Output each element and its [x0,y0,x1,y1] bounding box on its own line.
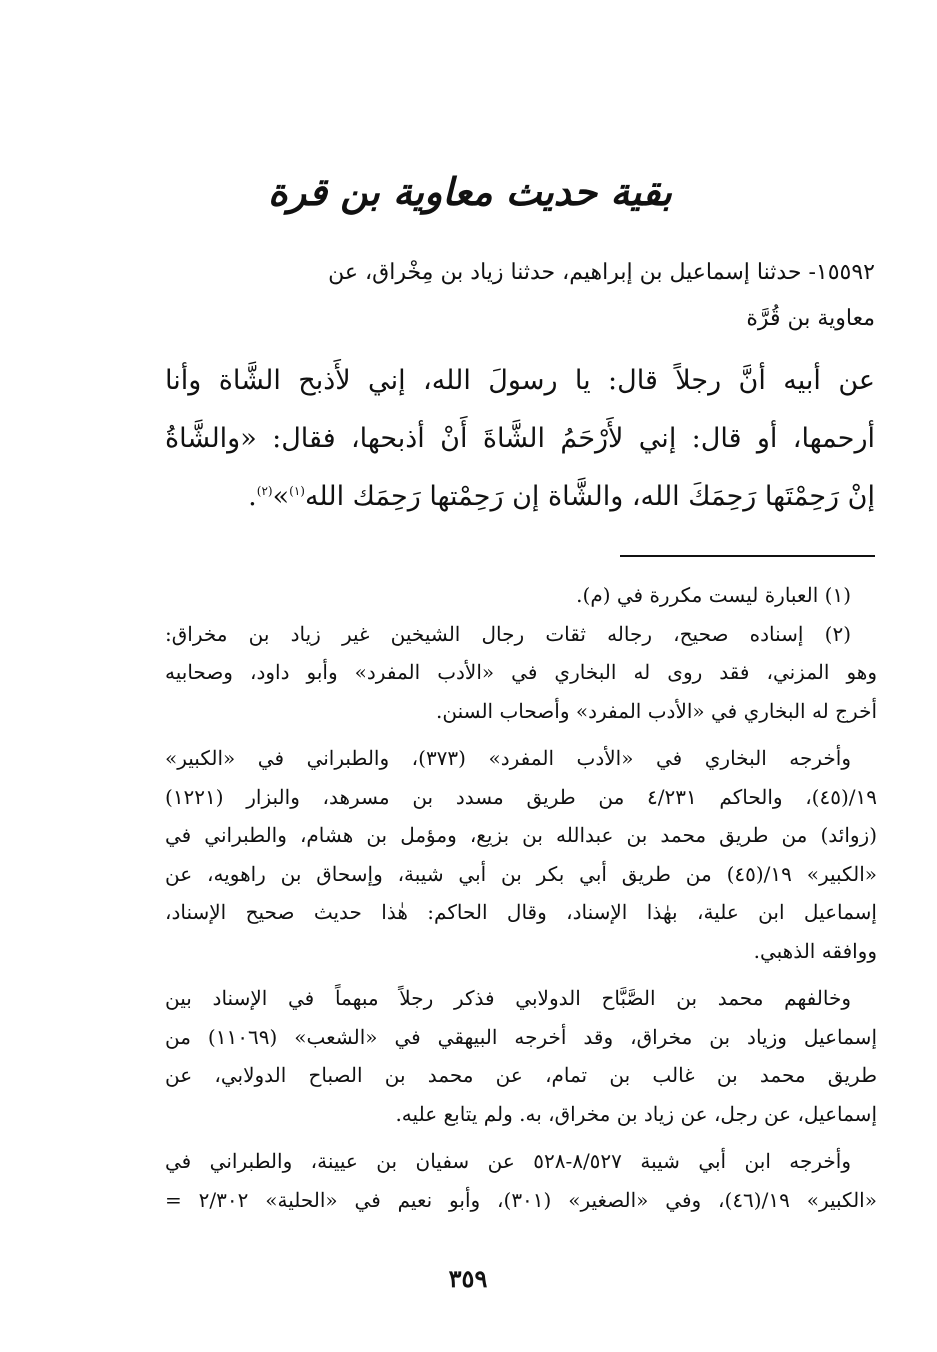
section-title: بقية حديث معاوية بن قرة [268,169,672,214]
footnotes [165,576,877,1219]
hadith-text [165,352,875,526]
isnad-line-1: ١٥٥٩٢- حدثنا إسماعيل بن إبراهيم، حدثنا زياد بن مِخْراق، عن [328,260,875,285]
footnote-line: أخرج له البخاري في «الأدب المفرد» وأصحاب السنن. [436,698,877,723]
footnote-line: (زوائد) من طريق محمد بن عبدالله بن بزيع، ومؤمل بن هشام، والطبراني في [165,823,877,847]
hadith-line-2: أرحمها، أو قال: إني لأَرْحَمُ الشَّاةَ أَنْ أذبحها، فقال: «والشَّاةُ [165,423,875,454]
footnote-line: إسماعيل، عن رجل، عن زياد بن مخراق، به. ولم يتابع عليه. [395,1101,877,1126]
page-number: ٣٥٩ [448,1264,488,1293]
footnote-marker-1: (١) [289,484,305,498]
footnote-line: ووافقه الذهبي. [753,938,877,963]
footnote-line: إسماعيل وزياد بن مخراق، وقد أخرجه البيهقي في «الشعب» (١١٠٦٩) من [165,1024,877,1049]
footnote-line: طريق محمد بن غالب بن تمام، عن محمد بن الصباح الدولابي، عن [165,1063,877,1087]
footnote-line: «الكبير» ١٩/(٤٥) من طريق أبي بكر بن أبي شيبة، وإسحاق بن راهويه، عن [165,861,877,886]
closing-quote: » [272,481,290,512]
hadith-isnad [165,250,875,342]
footnote-marker-2: (٢) [256,484,273,498]
footnote-line: «الكبير» ١٩/(٤٦)، وفي «الصغير» (٣٠١)، وأبو نعيم في «الحلية» ٢/٣٠٢ = [165,1187,877,1212]
footnote-line: وهو المزني، فقد روى له البخاري في «الأدب المفرد» وأبو داود، وصحابيه [165,660,877,684]
footnote-line: وأخرجه ابن أبي شيبة ٨/٥٢٧-٥٢٨ عن سفيان بن عيينة، والطبراني في [165,1149,851,1173]
closing-period: . [248,481,257,512]
footnote-line: إسماعيل ابن علية، بهٰذا الإسناد، وقال الحاكم: هٰذا حديث صحيح الإسناد، [165,900,877,924]
footnote-line: وخالفهم محمد بن الصَّبَّاح الدولابي فذكر رجلاً مبهماً في الإسناد بين [165,986,851,1010]
footnote-separator [620,555,875,557]
footnote-line: ١٩/(٤٥)، والحاكم ٤/٢٣١ من طريق مسدد بن مسرهد، والبزار (١٢٢١) [165,784,877,809]
footnote-line: وأخرجه البخاري في «الأدب المفرد» (٣٧٣)، والطبراني في «الكبير» [165,746,851,770]
isnad-line-2: معاوية بن قُرَّة [746,306,875,331]
hadith-line-1: عن أبيه أنَّ رجلاً قال: يا رسولَ الله، إني لأَذبح الشَّاة وأنا [165,365,875,396]
hadith-line-3-text: إنْ رَحِمْتَها رَحِمَكَ الله، والشَّاة إن رَحِمْتها رَحِمَك الله [304,481,875,512]
hadith-line-3 [165,468,875,526]
footnote-line: (١) العبارة ليست مكررة في (م). [576,583,851,607]
footnote-line: (٢) إسناده صحيح، رجاله ثقات رجال الشيخين غير زياد بن مخراق: [165,621,851,646]
